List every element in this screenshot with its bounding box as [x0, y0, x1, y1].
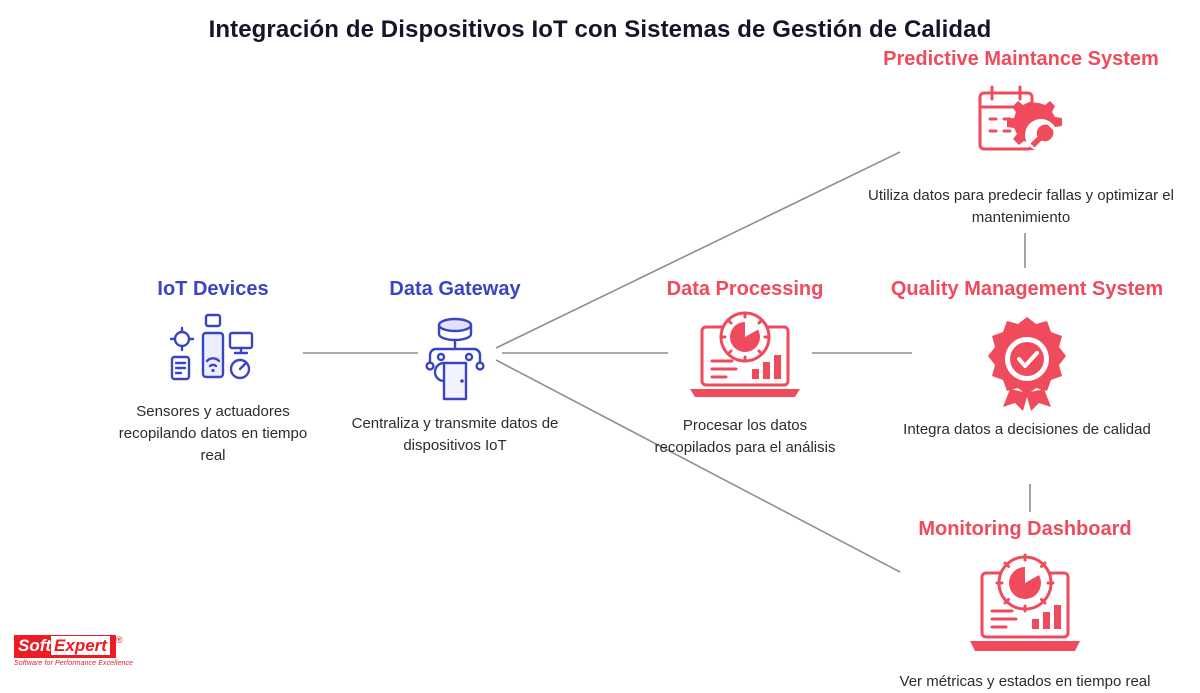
node-data-gateway-label: Data Gateway [389, 278, 521, 300]
node-iot-devices[interactable] [108, 278, 318, 466]
node-quality-management-system[interactable] [862, 278, 1192, 441]
node-monitoring-dashboard-label: Monitoring Dashboard [918, 518, 1132, 540]
calendar-gear-wrench-icon [956, 81, 1086, 177]
iot-devices-icon [163, 311, 263, 391]
node-data-processing-desc: Procesar los datos recopilados para el análisis [654, 417, 836, 456]
logo-wordmark [14, 635, 116, 658]
node-data-gateway[interactable] [340, 278, 570, 457]
node-predictive-maintenance-system-label: Predictive Maintance System [883, 48, 1159, 70]
node-predictive-maintenance-system-desc: Utiliza datos para predecir fallas y optimizar el mantenimiento [868, 187, 1174, 226]
node-quality-management-system-label: Quality Management System [890, 278, 1164, 300]
logo-registered-mark: ® [115, 635, 123, 646]
logo-tagline: Software for Performance Excellence [14, 660, 134, 667]
dashboard-laptop-icon [960, 551, 1090, 663]
quality-badge-gear-icon [972, 311, 1082, 411]
node-data-processing[interactable] [650, 278, 840, 459]
node-quality-management-system-desc: Integra datos a decisiones de calidad [903, 421, 1151, 438]
logo-expert-text: Expert [51, 636, 110, 655]
node-data-gateway-desc: Centraliza y transmite datos de dispositivos IoT [351, 415, 559, 454]
softexpert-logo [14, 635, 134, 667]
node-monitoring-dashboard-desc: Ver métricas y estados en tiempo real [899, 673, 1151, 690]
node-iot-devices-desc: Sensores y actuadores recopilando datos en tiempo real [118, 403, 308, 464]
node-predictive-maintenance-system[interactable] [846, 48, 1196, 229]
node-iot-devices-label: IoT Devices [157, 278, 269, 300]
cloud-database-icon [400, 311, 510, 403]
laptop-analytics-icon [680, 311, 810, 403]
page-title: Integración de Dispositivos IoT con Sistemas de Gestión de Calidad [208, 16, 992, 43]
logo-soft-text: Soft [18, 636, 52, 656]
node-data-processing-label: Data Processing [666, 278, 824, 300]
node-monitoring-dashboard[interactable] [860, 518, 1190, 693]
